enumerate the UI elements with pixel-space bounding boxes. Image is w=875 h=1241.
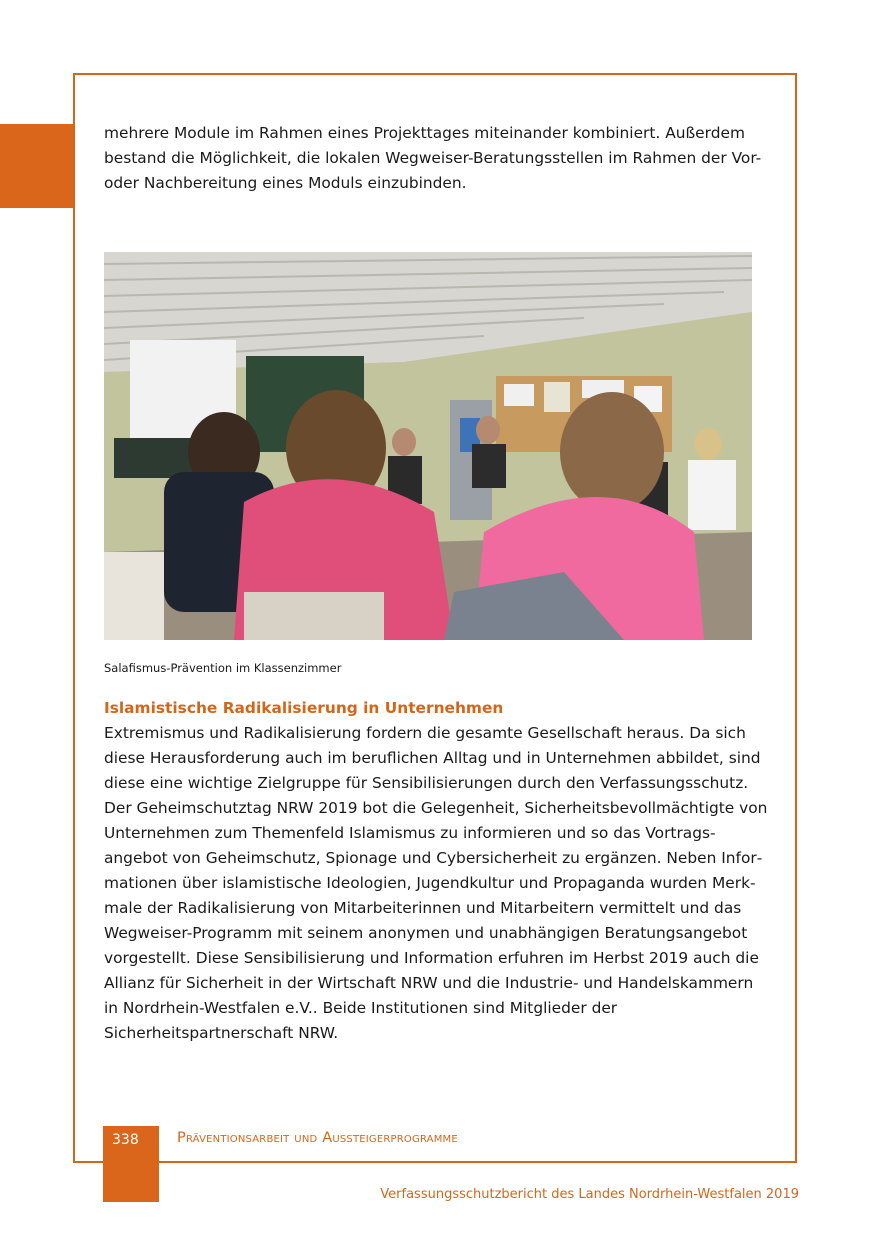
side-color-tab — [0, 124, 75, 208]
footer-text: Verfassungsschutzbericht des Landes Nordrhein-Westfalen 2019 — [380, 1187, 799, 1202]
photo-caption: Salafismus-Prävention im Klassenzimmer — [104, 661, 342, 675]
section-title: Islamistische Radikalisierung in Unternehmen — [104, 699, 504, 717]
intro-paragraph: mehrere Module im Rahmen eines Projekttages miteinander kombiniert. Außerdem bestand die Möglichkeit, die lokalen Wegweiser-Beratungsstellen im Rahmen der Vor- oder Nachbereitung eines Moduls einzubinden. — [104, 124, 762, 192]
section-body: Extremismus und Radikalisierung fordern die gesamte Gesellschaft heraus. Da sich diese Herausforderung auch im beruflichen Alltag und in Unternehmen abbildet, sind diese eine wichtige Zielgruppe für Sensibilisierungen durch den Verfassungsschutz. Der Geheimschutztag NRW 2019 bot die Gelegenheit, Sicherheitsbevollmächtigte von Unternehmen zum Themenfeld Islamismus zu informieren und so das Vortragsangebot von Geheimschutz, Spionage und Cybersicherheit zu ergänzen. Neben Informationen über islamistische Ideologien, Jugendkultur und Propaganda wurden Merkmale der Radikalisierung von Mitarbeiterinnen und Mitarbeitern vermittelt und das Wegweiser-Programm mit seinem anonymen und unabhängigen Beratungsangebot vorgestellt. Diese Sensibilisierung und Information erfuhren im Herbst 2019 auch die Allianz für Sicherheit in der Wirtschaft NRW und die Industrie- und Handelskammern in Nordrhein-Westfalen e.V.. Beide Institutionen sind Mitglieder der Sicherheitspartnerschaft NRW. — [104, 724, 768, 1042]
classroom-photo — [104, 252, 752, 640]
page-number-box — [103, 1126, 159, 1202]
running-head: Präventionsarbeit und Aussteigerprogramme — [177, 1130, 458, 1146]
classroom-photo-drawing — [104, 252, 752, 640]
page-number: 338 — [112, 1132, 139, 1148]
